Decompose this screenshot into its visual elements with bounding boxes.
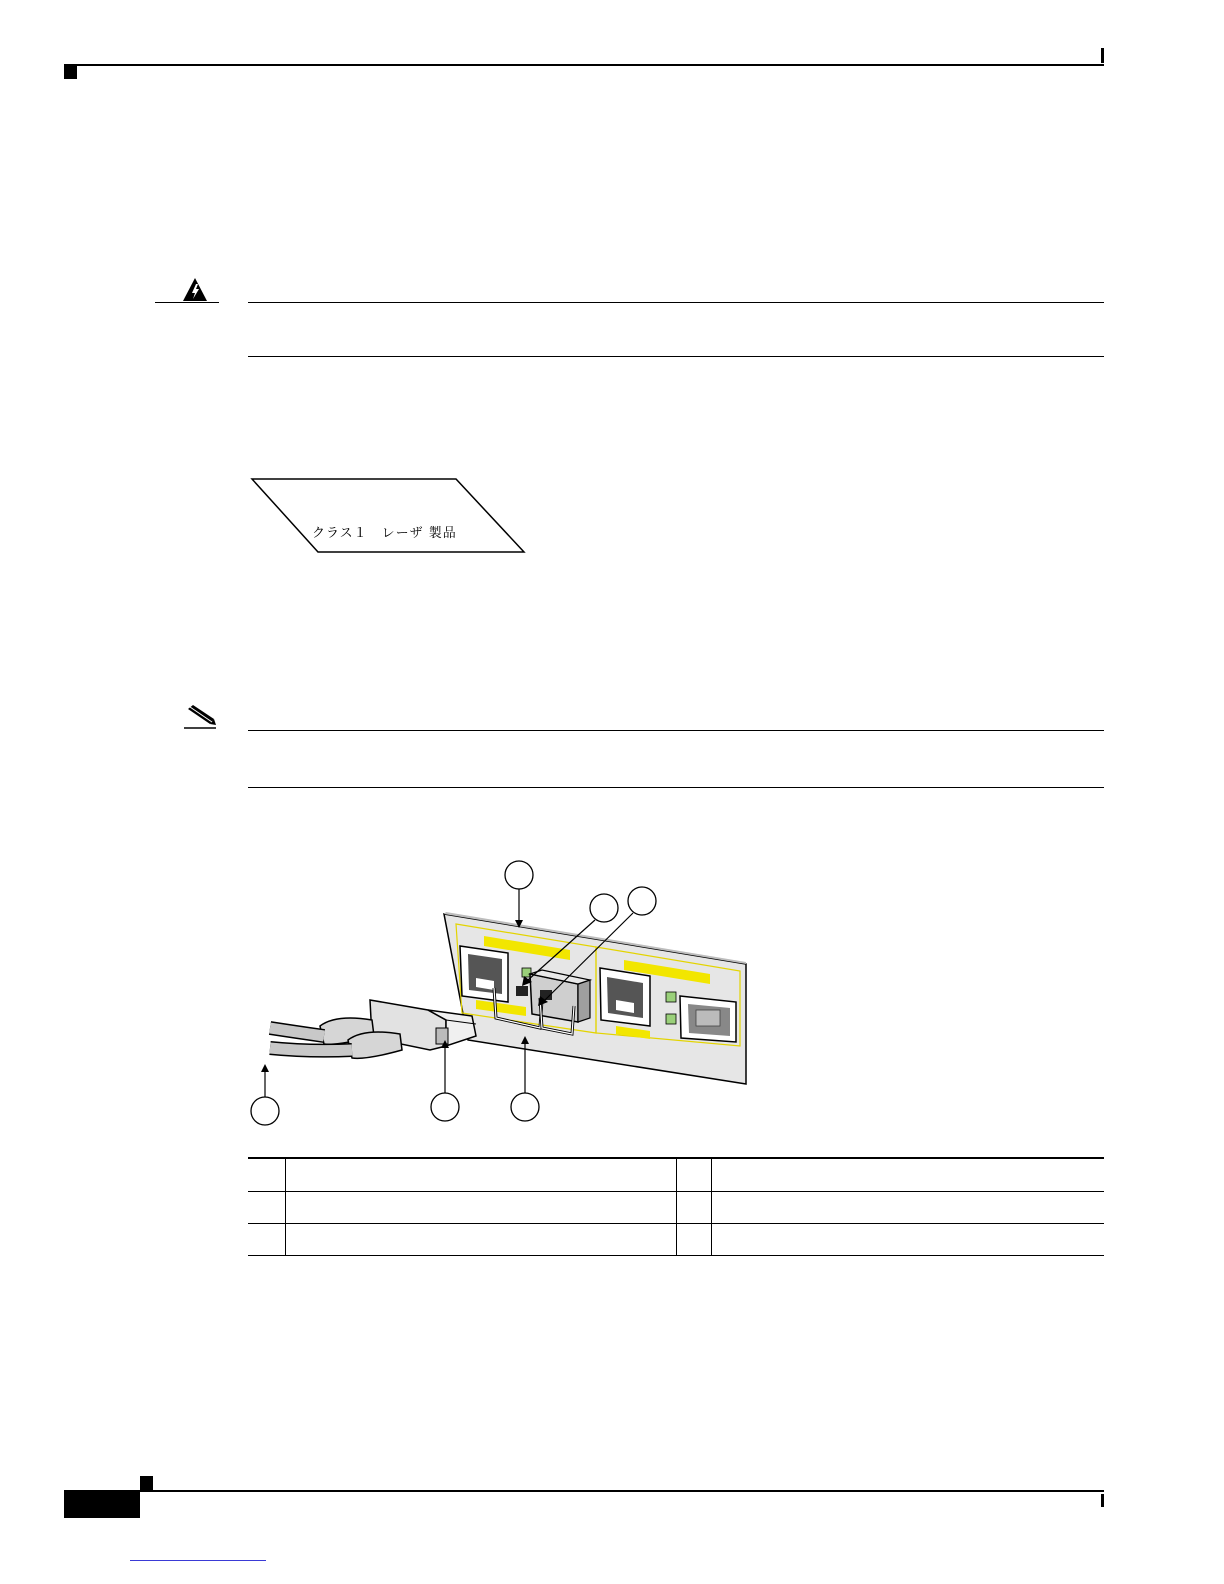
footer-right-tick — [1101, 1494, 1104, 1507]
legend-table-col-divider-1 — [285, 1159, 286, 1255]
warning-bottom-rule — [248, 356, 1104, 357]
header-right-tick — [1101, 48, 1104, 63]
note-pencil-icon — [182, 703, 218, 729]
warning-icon — [182, 277, 208, 303]
footer-link-underline[interactable] — [130, 1560, 266, 1561]
header-square-marker — [64, 66, 77, 79]
warning-top-rule-short — [155, 302, 219, 303]
legend-table-col-divider-3 — [711, 1159, 712, 1255]
note-top-rule — [248, 730, 1104, 731]
warning-top-rule — [248, 302, 1104, 303]
footer-square-marker — [140, 1476, 153, 1490]
laser-class-label — [248, 478, 528, 554]
header-rule — [64, 64, 1104, 66]
legend-table-col-divider-2 — [676, 1159, 677, 1255]
note-bottom-rule — [248, 787, 1104, 788]
footer-rule — [64, 1490, 1104, 1492]
legend-table-bottom-rule — [248, 1255, 1104, 1256]
sfp-installation-figure — [240, 850, 760, 1130]
laser-class-label-text: クラス１ レーザ 製品 — [312, 526, 457, 541]
footer-page-number-block — [64, 1492, 140, 1518]
